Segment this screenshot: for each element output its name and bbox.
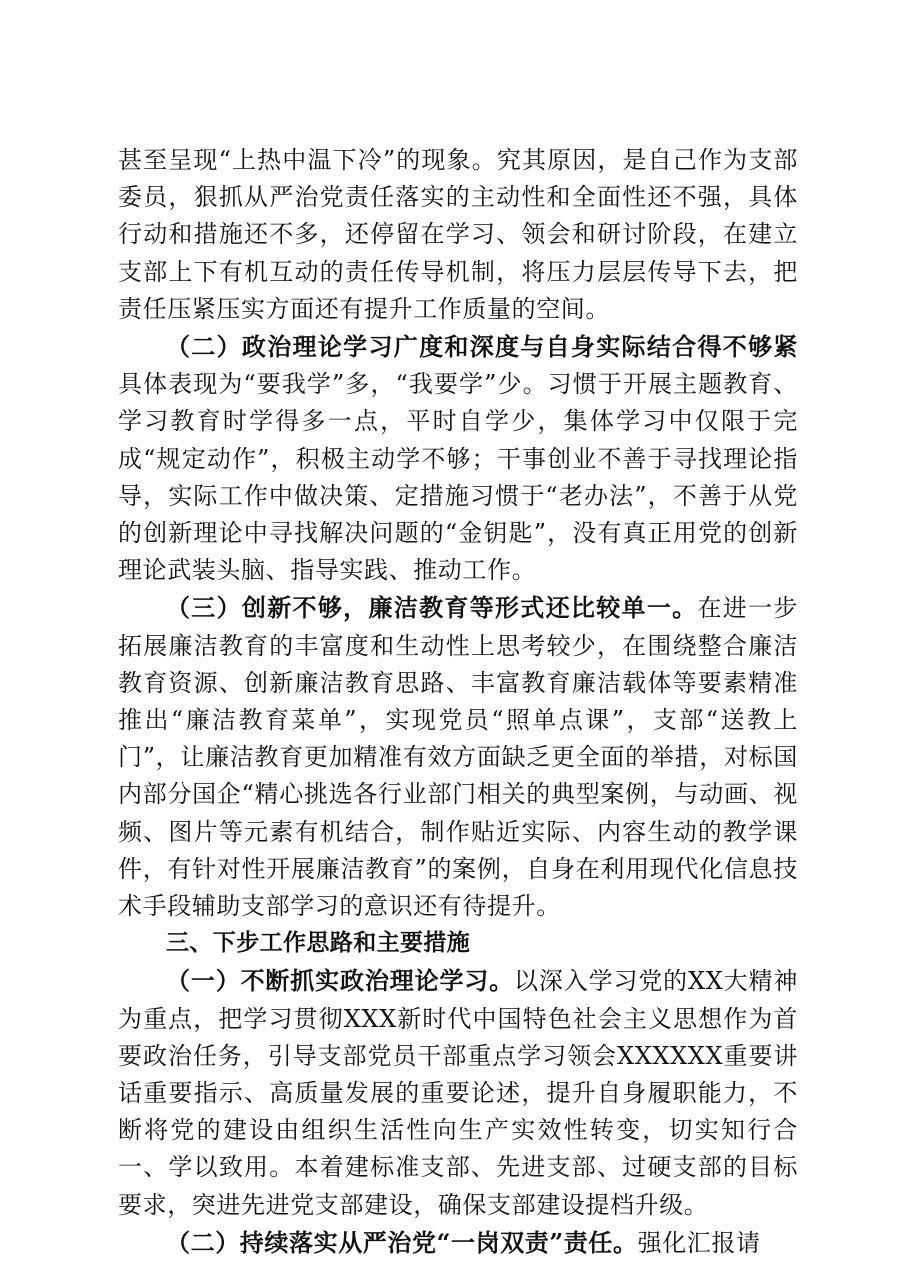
paragraph-1-text: 甚至呈现“上热中温下冷”的现象。究其原因，是自己作为支部委员，狠抓从严治党责任落实的主动性和全面性还不强，具体行动和措施还不多，还停留在学习、领会和研讨阶段，在建立支部上下有机互动的责任传导机制，将压力层层传导下去，把责任压紧压实方面还有提升工作质量的空间。 <box>118 146 798 323</box>
document-page <box>118 142 798 1262</box>
paragraph-1 <box>118 142 798 328</box>
paragraph-5-body: 强化汇报请 <box>637 1228 761 1257</box>
paragraph-3-body: 在进一步拓展廉洁教育的丰富度和生动性上思考较少，在围绕整合廉洁教育资源、创新廉洁教育思路、丰富教育廉洁载体等要素精准推出“廉洁教育菜单”，实现党员“照单点课”，支部“送教上门”，让廉洁教育更加精准有效方面缺乏更全面的举措，对标国内部分国企“精心挑选各行业部门相关的典型案例，与动画、视频、图片等元素有机结合，制作贴近实际、内容生动的教学课件，有针对性开展廉洁教育”的案例，自身在利用现代化信息技术手段辅助支部学习的意识还有待提升。 <box>118 594 798 921</box>
paragraph-3-lead: （三）创新不够，廉洁教育等形式还比较单一。 <box>166 593 698 623</box>
paragraph-4-lead: （一）不断抓实政治理论学习。 <box>166 966 515 996</box>
paragraph-3 <box>118 589 798 925</box>
paragraph-5 <box>118 1224 798 1262</box>
paragraph-2-lead: （二）政治理论学习广度和深度与自身实际结合得不够紧 <box>166 332 798 362</box>
paragraph-4-body: 以深入学习党的XX大精神为重点，把学习贯彻XXX新时代中国特色社会主义思想作为首要政治任务，引导支部党员干部重点学习领会XXXXXX重要讲话重要指示、高质量发展的重要论述，提升自身履职能力，不断将党的建设由组织生活性向生产实效性转变，切实知行合一、学以致用。本着建标准支部、先进支部、过硬支部的目标要求，突进先进党支部建设，确保支部建设提档升级。 <box>118 967 798 1219</box>
paragraph-2-body: 具体表现为“要我学”多，“我要学”少。习惯于开展主题教育、学习教育时学得多一点，平时自学少，集体学习中仅限于完成“规定动作”，积极主动学不够；干事创业不善于寻找理论指导，实际工作中做决策、定措施习惯于“老办法”，不善于从党的创新理论中寻找解决问题的“金钥匙”，没有真正用党的创新理论武装头脑、指导实践、推动工作。 <box>118 370 798 585</box>
paragraph-4 <box>118 962 798 1223</box>
paragraph-5-lead: （二）持续落实从严治党“一岗双责”责任。 <box>166 1227 638 1257</box>
section-heading-3: 三、下步工作思路和主要措施 <box>166 930 471 957</box>
paragraph-2 <box>118 328 798 589</box>
